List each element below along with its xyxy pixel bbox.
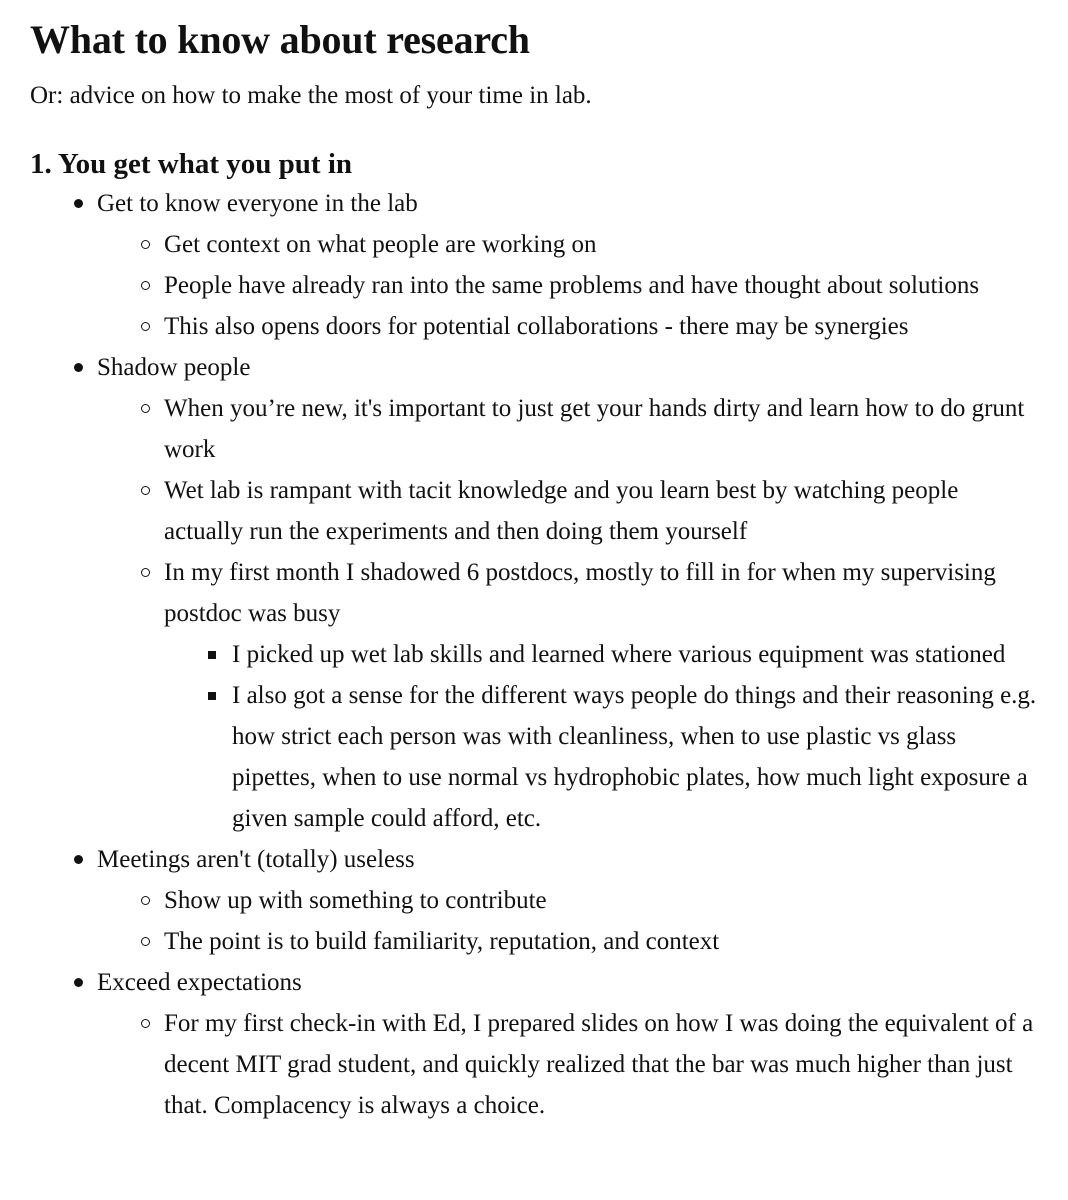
disc-bullet-icon <box>74 855 83 864</box>
sub-list <box>30 224 1040 347</box>
sub-sub-list <box>96 634 1040 839</box>
sub-sub-list-item <box>164 675 1040 839</box>
sub-list-item <box>97 921 1040 962</box>
circle-bullet-icon <box>141 896 150 905</box>
circle-bullet-icon <box>141 281 150 290</box>
circle-bullet-icon <box>141 322 150 331</box>
sub-list-item-text: In my first month I shadowed 6 postdocs, mostly to fill in for when my supervising postdoc was busy <box>164 559 996 627</box>
sub-list-item <box>97 265 1040 306</box>
sub-list-item <box>97 388 1040 470</box>
list-item <box>30 839 1040 962</box>
square-bullet-icon <box>208 651 216 659</box>
circle-bullet-icon <box>141 568 150 577</box>
circle-bullet-icon <box>141 404 150 413</box>
sub-list-item-text: The point is to build familiarity, reputation, and context <box>164 928 720 955</box>
sub-list <box>30 1003 1040 1126</box>
list-item <box>30 962 1040 1126</box>
sub-list-item-text: For my first check-in with Ed, I prepared slides on how I was doing the equivalent of a decent MIT grad student, and quickly realized that the bar was much higher than just that. Complacency is always a choice. <box>164 1010 1034 1119</box>
list-item <box>30 347 1040 839</box>
disc-bullet-icon <box>74 978 83 987</box>
circle-bullet-icon <box>141 240 150 249</box>
list-item-text: Meetings aren't (totally) useless <box>97 846 415 873</box>
list-item-text: Exceed expectations <box>97 969 302 996</box>
bullet-list <box>30 183 1040 1126</box>
sub-list-item-text: When you’re new, it's important to just get your hands dirty and learn how to do grunt work <box>164 395 1025 463</box>
sub-list-item-text: Wet lab is rampant with tacit knowledge and you learn best by watching people actually run the experiments and then doing them yourself <box>164 477 959 545</box>
sub-list-item <box>97 552 1040 839</box>
page-subtitle: Or: advice on how to make the most of your time in lab. <box>30 82 592 109</box>
sub-list-item-text: Get context on what people are working on <box>164 231 597 258</box>
sub-list-item <box>97 880 1040 921</box>
sub-list <box>30 388 1040 839</box>
section-heading: 1. You get what you put in <box>30 148 353 180</box>
sub-list-item <box>97 224 1040 265</box>
square-bullet-icon <box>208 692 216 700</box>
sub-list-item <box>97 1003 1040 1126</box>
list-item-text: Shadow people <box>97 354 251 381</box>
list-item <box>30 183 1040 347</box>
circle-bullet-icon <box>141 486 150 495</box>
sub-list-item-text: Show up with something to contribute <box>164 887 547 914</box>
circle-bullet-icon <box>141 937 150 946</box>
page-title: What to know about research <box>30 17 530 62</box>
sub-sub-list-item-text: I picked up wet lab skills and learned where various equipment was stationed <box>232 641 1006 668</box>
circle-bullet-icon <box>141 1019 150 1028</box>
sub-sub-list-item <box>164 634 1040 675</box>
document <box>30 0 1040 1126</box>
sub-list <box>30 880 1040 962</box>
sub-list-item-text: This also opens doors for potential collaborations - there may be synergies <box>164 313 909 340</box>
sub-list-item <box>97 306 1040 347</box>
list-item-text: Get to know everyone in the lab <box>97 190 418 217</box>
disc-bullet-icon <box>74 199 83 208</box>
sub-list-item-text: People have already ran into the same problems and have thought about solutions <box>164 272 980 299</box>
disc-bullet-icon <box>74 363 83 372</box>
sub-list-item <box>97 470 1040 552</box>
sub-sub-list-item-text: I also got a sense for the different ways people do things and their reasoning e.g. how strict each person was with cleanliness, when to use plastic vs glass pipettes, when to use normal vs hydrophobic plates, how much light exposure a given sample could afford, etc. <box>232 682 1037 832</box>
